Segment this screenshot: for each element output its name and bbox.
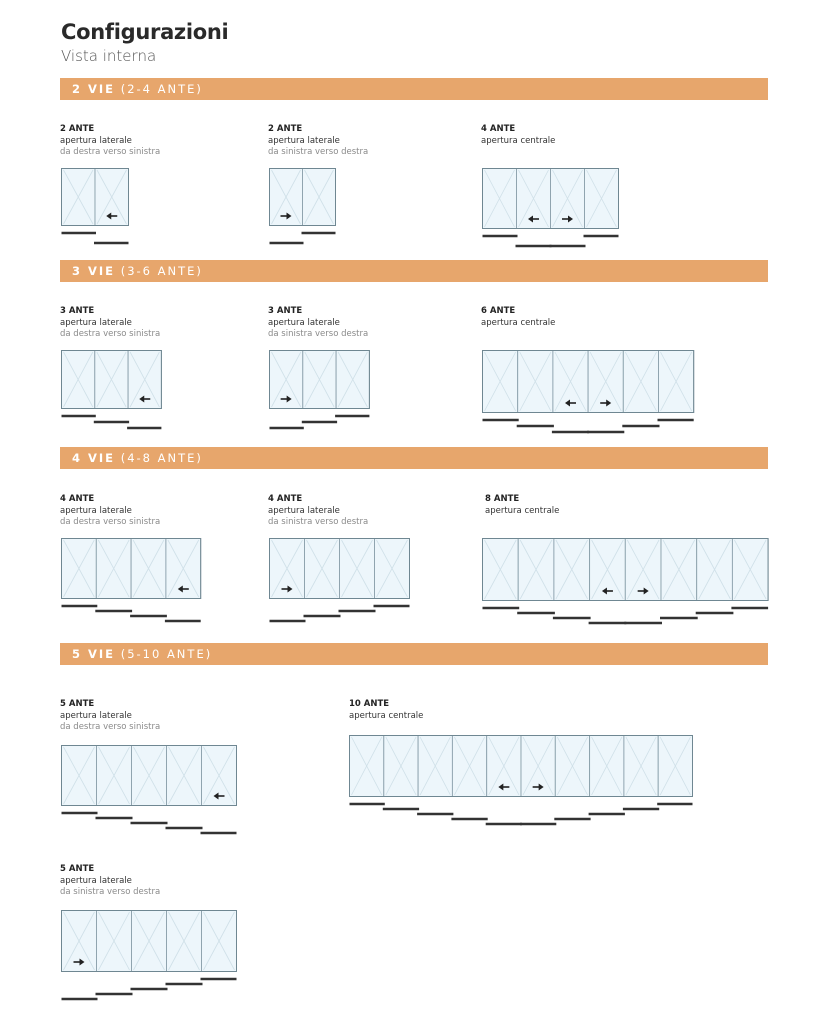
config-direction: da destra verso sinistra (60, 147, 161, 157)
door-diagram (61, 538, 205, 630)
door-panel (590, 736, 624, 797)
door-panel (132, 911, 167, 972)
config-opening: apertura centrale (481, 318, 556, 328)
config-label (60, 699, 160, 733)
door-panel (375, 539, 410, 599)
section-band-3-vie (60, 260, 768, 282)
door-panel (483, 351, 518, 413)
config-label (268, 124, 368, 158)
config-opening: apertura laterale (60, 711, 132, 721)
door-panel (452, 736, 486, 797)
door-panel (350, 736, 384, 797)
page-subtitle: Vista interna (61, 47, 157, 65)
door-diagram (61, 350, 165, 438)
door-panel (384, 736, 418, 797)
door-panel (418, 736, 452, 797)
door-diagram (269, 538, 413, 630)
config-opening: apertura centrale (481, 136, 556, 146)
band-vie: 3 VIE (72, 264, 116, 278)
config-opening: apertura laterale (268, 506, 340, 516)
door-diagram (61, 910, 240, 1008)
config-direction: da sinistra verso destra (268, 147, 369, 157)
band-vie: 2 VIE (72, 82, 116, 96)
config-opening: apertura laterale (268, 136, 340, 146)
config-name: 3 ANTE (268, 306, 303, 316)
door-panel (132, 746, 167, 806)
door-diagram (269, 168, 339, 257)
config-name: 8 ANTE (485, 494, 520, 504)
door-panel (95, 169, 129, 226)
config-label (481, 124, 555, 147)
door-panel (659, 351, 694, 413)
door-panel (202, 911, 237, 972)
config-opening: apertura centrale (349, 711, 424, 721)
section-band-2-vie (60, 78, 768, 100)
door-panel (62, 169, 96, 226)
config-label (60, 124, 160, 158)
door-diagram (61, 168, 132, 257)
door-panel (336, 351, 369, 409)
door-panel (303, 169, 336, 226)
band-ante: (2-4 ANTE) (120, 82, 203, 96)
config-name: 5 ANTE (60, 864, 95, 874)
door-diagram (482, 168, 622, 260)
door-panel (62, 746, 97, 806)
band-vie: 4 VIE (72, 451, 116, 465)
door-panel (585, 169, 619, 229)
door-diagram (349, 735, 696, 833)
config-label (268, 306, 368, 340)
config-name: 4 ANTE (481, 124, 516, 134)
door-diagram (482, 350, 698, 442)
door-panel (96, 539, 131, 599)
band-vie: 5 VIE (72, 647, 116, 661)
config-direction: da destra verso sinistra (60, 517, 161, 527)
door-panel (732, 539, 768, 601)
config-direction: da sinistra verso destra (60, 887, 161, 897)
band-ante: (4-8 ANTE) (120, 451, 203, 465)
door-diagram (61, 745, 240, 842)
config-opening: apertura laterale (60, 136, 132, 146)
door-panel (624, 736, 658, 797)
door-panel (167, 746, 202, 806)
page-title: Configurazioni (61, 20, 229, 44)
config-label (481, 306, 555, 329)
door-panel (95, 351, 128, 409)
door-panel (518, 539, 554, 601)
config-name: 2 ANTE (60, 124, 95, 134)
section-band-5-vie (60, 643, 768, 665)
config-label (268, 494, 368, 528)
band-ante: (5-10 ANTE) (120, 647, 213, 661)
door-panel (697, 539, 733, 601)
config-opening: apertura laterale (60, 506, 132, 516)
section-band-4-vie (60, 447, 768, 469)
door-panel (305, 539, 340, 599)
config-opening: apertura laterale (60, 876, 132, 886)
config-label (485, 494, 559, 517)
door-panel (62, 539, 97, 599)
config-label (60, 864, 160, 898)
door-panel (340, 539, 375, 599)
config-label (349, 699, 423, 722)
config-direction: da sinistra verso destra (268, 329, 369, 339)
config-direction: da sinistra verso destra (268, 517, 369, 527)
config-name: 6 ANTE (481, 306, 516, 316)
door-panel (661, 539, 697, 601)
door-panel (131, 539, 166, 599)
door-panel (623, 351, 658, 413)
config-direction: da destra verso sinistra (60, 722, 161, 732)
config-direction: da destra verso sinistra (60, 329, 161, 339)
config-name: 10 ANTE (349, 699, 390, 709)
door-panel (483, 169, 517, 229)
door-panel (97, 911, 132, 972)
door-diagram (269, 350, 373, 438)
door-panel (554, 539, 590, 601)
config-name: 4 ANTE (268, 494, 303, 504)
door-panel (658, 736, 692, 797)
config-name: 3 ANTE (60, 306, 95, 316)
door-panel (97, 746, 132, 806)
door-panel (555, 736, 589, 797)
door-panel (518, 351, 553, 413)
config-name: 5 ANTE (60, 699, 95, 709)
config-label (60, 494, 160, 528)
config-opening: apertura laterale (268, 318, 340, 328)
config-opening: apertura laterale (60, 318, 132, 328)
door-diagram (482, 538, 772, 632)
config-name: 4 ANTE (60, 494, 95, 504)
door-panel (270, 169, 303, 226)
door-panel (483, 539, 519, 601)
door-panel (167, 911, 202, 972)
door-panel (303, 351, 336, 409)
band-ante: (3-6 ANTE) (120, 264, 203, 278)
config-name: 2 ANTE (268, 124, 303, 134)
door-panel (62, 351, 95, 409)
config-label (60, 306, 160, 340)
config-opening: apertura centrale (485, 506, 560, 516)
